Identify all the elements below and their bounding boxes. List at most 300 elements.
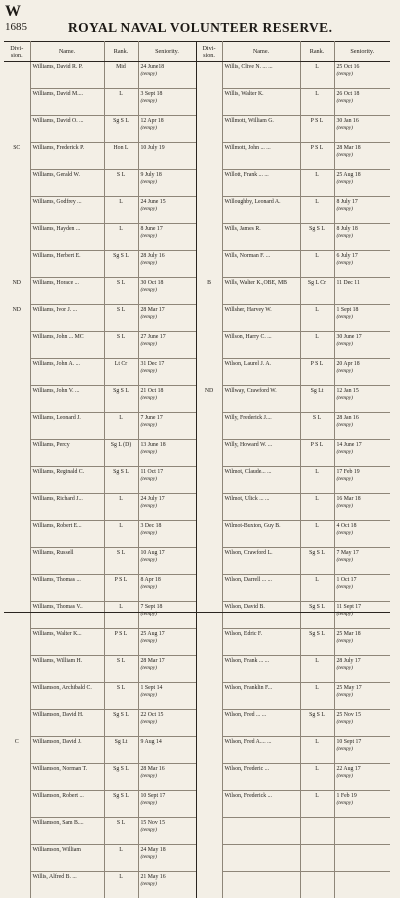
division-cell	[196, 629, 222, 656]
seniority-date: 1 Sept 18	[337, 307, 359, 313]
division-cell	[196, 62, 222, 89]
seniority-date: 21 May 16	[141, 874, 166, 880]
seniority-date: 25 Aug 18	[337, 172, 361, 178]
rank-cell: L	[300, 467, 334, 494]
seniority-cell	[138, 602, 196, 629]
seniority-cell	[138, 521, 196, 548]
seniority-cell	[334, 386, 390, 413]
division-cell	[196, 737, 222, 764]
rank-cell: L	[300, 683, 334, 710]
name-cell: Williamson, Sam B....	[30, 818, 104, 845]
name-cell: Wilmot, Claude... ...	[222, 467, 300, 494]
seniority-date: 25 Mar 18	[337, 631, 361, 637]
division-cell	[196, 818, 222, 845]
rank-cell: P S L	[300, 440, 334, 467]
division-cell	[196, 494, 222, 521]
tempy-note: (tempy)	[337, 530, 390, 537]
tempy-note: (tempy)	[337, 422, 390, 429]
tempy-note: (tempy)	[141, 881, 195, 888]
seniority-cell	[138, 656, 196, 683]
table-row	[4, 89, 390, 116]
seniority-header: Seniority.	[138, 42, 196, 62]
rank-cell: L	[104, 197, 138, 224]
seniority-cell	[138, 386, 196, 413]
division-cell: ND	[4, 305, 30, 332]
name-cell: Williams, Thomas V..	[30, 602, 104, 629]
division-cell	[196, 224, 222, 251]
seniority-date: 30 Jan 16	[337, 118, 359, 124]
name-cell: Willway, Crawford W.	[222, 386, 300, 413]
rank-cell: Sg S L	[300, 629, 334, 656]
name-cell: Williamson, Norman T.	[30, 764, 104, 791]
division-cell	[4, 62, 30, 89]
rank-cell: L	[104, 872, 138, 898]
table-row	[4, 548, 390, 575]
seniority-cell	[334, 143, 390, 170]
seniority-cell	[138, 440, 196, 467]
tempy-note: (tempy)	[337, 152, 390, 159]
seniority-date: 11 Oct 17	[141, 469, 164, 475]
seniority-date: 13 June 18	[141, 442, 166, 448]
table-row	[4, 305, 390, 332]
name-cell: Wilson, Crawford L.	[222, 548, 300, 575]
seniority-date: 12 Jan 15	[337, 388, 359, 394]
seniority-cell	[334, 521, 390, 548]
rank-cell: Sg Lt	[104, 737, 138, 764]
table-row	[4, 845, 390, 872]
tempy-note: (tempy)	[337, 368, 390, 375]
tempy-note: (tempy)	[141, 503, 195, 510]
table-row	[4, 467, 390, 494]
tempy-note: (tempy)	[141, 233, 195, 240]
seniority-date: 25 Aug 17	[141, 631, 165, 637]
division-cell	[196, 656, 222, 683]
tempy-note: (tempy)	[337, 746, 390, 753]
division-cell: ND	[4, 278, 30, 305]
tempy-note: (tempy)	[141, 800, 195, 807]
table-row	[4, 575, 390, 602]
seniority-date: 28 Mar 16	[141, 766, 165, 772]
rank-cell: S L	[104, 332, 138, 359]
division-cell	[4, 440, 30, 467]
seniority-cell	[138, 197, 196, 224]
division-cell	[196, 872, 222, 898]
division-cell	[196, 683, 222, 710]
division-cell	[196, 413, 222, 440]
seniority-date: 8 June 17	[141, 226, 163, 232]
tempy-note: (tempy)	[141, 287, 195, 294]
seniority-date: 25 May 17	[337, 685, 362, 691]
seniority-date: 22 Aug 17	[337, 766, 361, 772]
name-cell	[222, 872, 300, 898]
seniority-cell	[138, 710, 196, 737]
name-cell	[222, 845, 300, 872]
rank-cell: Sg S L	[104, 467, 138, 494]
tempy-note: (tempy)	[337, 665, 390, 672]
seniority-date: 28 Mar 18	[337, 145, 361, 151]
name-cell: Williams, Russell	[30, 548, 104, 575]
division-cell	[4, 197, 30, 224]
seniority-cell	[334, 683, 390, 710]
table-row	[4, 764, 390, 791]
seniority-cell	[138, 413, 196, 440]
rank-cell: Sg L (D)	[104, 440, 138, 467]
seniority-cell	[138, 575, 196, 602]
table-row	[4, 143, 390, 170]
seniority-date: 8 July 17	[337, 199, 358, 205]
seniority-date: 24 June 15	[141, 199, 166, 205]
seniority-cell	[334, 845, 390, 872]
seniority-date: 16 Mar 18	[337, 496, 361, 502]
name-cell: Willis, Walter K.	[222, 89, 300, 116]
rank-cell: L	[300, 494, 334, 521]
rank-cell: S L	[104, 170, 138, 197]
table-row	[4, 197, 390, 224]
division-cell	[196, 251, 222, 278]
division-cell	[196, 845, 222, 872]
page-title: ROYAL NAVAL VOLUNTEER RESERVE.	[68, 20, 332, 36]
name-cell: Williams, William H.	[30, 656, 104, 683]
table-row	[4, 62, 390, 89]
seniority-date: 3 Dec 18	[141, 523, 162, 529]
rank-cell: Sg S L	[300, 602, 334, 629]
division-header: Divi- sion.	[4, 42, 30, 62]
rank-cell	[300, 818, 334, 845]
name-cell: Wilson, Frederic ...	[222, 764, 300, 791]
division-cell	[196, 170, 222, 197]
tempy-note: (tempy)	[337, 395, 390, 402]
seniority-cell	[334, 332, 390, 359]
rank-cell: L	[104, 413, 138, 440]
seniority-date: 28 Mar 17	[141, 307, 165, 313]
division-cell	[196, 89, 222, 116]
name-cell: Williams, Leonard J.	[30, 413, 104, 440]
division-cell	[196, 710, 222, 737]
name-cell	[222, 818, 300, 845]
rank-cell: Sg S L	[104, 116, 138, 143]
division-cell	[196, 143, 222, 170]
table-row	[4, 872, 390, 898]
name-cell: Williams, John ... MC	[30, 332, 104, 359]
rank-cell: L	[104, 845, 138, 872]
division-cell	[4, 548, 30, 575]
seniority-cell	[138, 764, 196, 791]
division-cell	[196, 602, 222, 629]
name-cell: Wilmot, Ulick ... ...	[222, 494, 300, 521]
tempy-note: (tempy)	[141, 827, 195, 834]
rank-cell: S L	[104, 683, 138, 710]
division-cell	[4, 116, 30, 143]
table-row	[4, 170, 390, 197]
name-cell: Williamson, Archibald C.	[30, 683, 104, 710]
table-row	[4, 791, 390, 818]
table-row	[4, 494, 390, 521]
seniority-date: 28 Jan 16	[337, 415, 359, 421]
section-initial: W	[5, 3, 21, 21]
table-row	[4, 251, 390, 278]
name-cell: Wills, Norman F. ...	[222, 251, 300, 278]
division-cell	[4, 521, 30, 548]
seniority-cell	[138, 359, 196, 386]
table-row	[4, 116, 390, 143]
seniority-date: 7 May 17	[337, 550, 359, 556]
tempy-note: (tempy)	[141, 611, 195, 618]
rank-cell: P S L	[300, 143, 334, 170]
seniority-cell	[138, 683, 196, 710]
name-cell: Williamson, David J.	[30, 737, 104, 764]
seniority-date: 9 Aug 14	[141, 739, 162, 745]
tempy-note: (tempy)	[337, 314, 390, 321]
name-cell: Williams, Richard J...	[30, 494, 104, 521]
name-cell: Willott, Frank ... ...	[222, 170, 300, 197]
division-cell: SC	[4, 143, 30, 170]
division-cell	[4, 89, 30, 116]
division-cell	[196, 521, 222, 548]
name-cell: Williamson, David H.	[30, 710, 104, 737]
seniority-cell	[334, 197, 390, 224]
rank-cell: L	[300, 62, 334, 89]
name-cell: Wilson, Franklin F...	[222, 683, 300, 710]
division-cell	[4, 494, 30, 521]
rank-cell: L	[300, 656, 334, 683]
name-cell: Williams, Percy	[30, 440, 104, 467]
seniority-date: 6 July 17	[337, 253, 358, 259]
rank-cell: L	[104, 89, 138, 116]
table-row	[4, 440, 390, 467]
rank-header: Rank.	[104, 42, 138, 62]
division-cell	[196, 764, 222, 791]
tempy-note: (tempy)	[141, 557, 195, 564]
tempy-note: (tempy)	[337, 179, 390, 186]
rank-cell: S L	[104, 818, 138, 845]
rank-header: Rank.	[300, 42, 334, 62]
rank-cell: L	[300, 791, 334, 818]
seniority-date: 8 July 18	[337, 226, 358, 232]
tempy-note: (tempy)	[141, 395, 195, 402]
seniority-cell	[334, 872, 390, 898]
table-row	[4, 710, 390, 737]
name-cell: Wills, James R.	[222, 224, 300, 251]
name-cell: Wills, Walter K.,OBE, MB	[222, 278, 300, 305]
tempy-note: (tempy)	[141, 692, 195, 699]
name-cell: Willmott, William G.	[222, 116, 300, 143]
division-cell	[196, 440, 222, 467]
table-header-row	[4, 42, 390, 62]
seniority-cell	[334, 305, 390, 332]
division-cell	[4, 386, 30, 413]
seniority-cell	[138, 224, 196, 251]
division-cell: C	[4, 737, 30, 764]
seniority-date: 28 July 16	[141, 253, 165, 259]
table-row	[4, 359, 390, 386]
rank-cell: Sg S L	[104, 791, 138, 818]
rank-cell: L	[300, 737, 334, 764]
seniority-cell	[334, 170, 390, 197]
seniority-cell	[138, 89, 196, 116]
seniority-cell	[138, 305, 196, 332]
rank-cell: L	[104, 224, 138, 251]
rank-cell: L	[300, 575, 334, 602]
seniority-cell	[334, 656, 390, 683]
tempy-note: (tempy)	[141, 341, 195, 348]
division-cell	[4, 170, 30, 197]
name-cell: Williams, Robert E...	[30, 521, 104, 548]
division-cell	[196, 116, 222, 143]
rank-cell: Sg L Cr	[300, 278, 334, 305]
table-row	[4, 332, 390, 359]
seniority-cell	[138, 548, 196, 575]
seniority-date: 1 Sept 14	[141, 685, 163, 691]
name-cell: Wilson, Frederick ...	[222, 791, 300, 818]
division-cell	[196, 791, 222, 818]
name-cell: Wilson, David B.	[222, 602, 300, 629]
seniority-cell	[334, 575, 390, 602]
seniority-cell	[138, 467, 196, 494]
division-cell	[4, 467, 30, 494]
seniority-date: 10 Sept 17	[337, 739, 362, 745]
name-cell: Williams, Frederick P.	[30, 143, 104, 170]
seniority-date: 25 Nov 15	[337, 712, 361, 718]
seniority-cell	[334, 737, 390, 764]
rank-cell: L	[300, 521, 334, 548]
tempy-note: (tempy)	[337, 584, 390, 591]
seniority-date: 17 Feb 19	[337, 469, 360, 475]
tempy-note: (tempy)	[337, 449, 390, 456]
seniority-cell	[138, 332, 196, 359]
name-cell: Williams, Hayden ...	[30, 224, 104, 251]
seniority-date: 7 Sept 18	[141, 604, 163, 610]
division-cell	[4, 818, 30, 845]
division-cell	[4, 872, 30, 898]
division-cell	[196, 575, 222, 602]
seniority-cell	[334, 413, 390, 440]
name-cell: Williams, David M....	[30, 89, 104, 116]
seniority-header: Seniority.	[334, 42, 390, 62]
seniority-cell	[334, 251, 390, 278]
tempy-note: (tempy)	[141, 449, 195, 456]
seniority-date: 30 Oct 18	[141, 280, 164, 286]
seniority-cell	[334, 278, 390, 305]
seniority-cell	[138, 791, 196, 818]
rank-cell: L	[104, 521, 138, 548]
seniority-date: 14 June 17	[337, 442, 362, 448]
tempy-note: (tempy)	[141, 98, 195, 105]
tempy-note: (tempy)	[141, 368, 195, 375]
seniority-cell	[138, 845, 196, 872]
tempy-note: (tempy)	[141, 638, 195, 645]
rank-cell: S L	[104, 278, 138, 305]
rank-cell: L	[300, 197, 334, 224]
seniority-cell	[138, 278, 196, 305]
tempy-note: (tempy)	[141, 179, 195, 186]
name-cell: Wilson, Fred A.... ...	[222, 737, 300, 764]
tempy-note: (tempy)	[337, 71, 390, 78]
table-row	[4, 683, 390, 710]
seniority-cell	[138, 251, 196, 278]
rank-cell: L	[300, 764, 334, 791]
rank-cell: P S L	[104, 575, 138, 602]
table-row	[4, 413, 390, 440]
seniority-cell	[334, 764, 390, 791]
rank-cell	[300, 872, 334, 898]
rank-cell: S L	[104, 656, 138, 683]
name-cell: Wilson, Laurel J. A.	[222, 359, 300, 386]
seniority-cell	[138, 143, 196, 170]
table-row	[4, 278, 390, 305]
name-cell: Williams, David O. ...	[30, 116, 104, 143]
rank-cell: L	[300, 251, 334, 278]
tempy-note: (tempy)	[337, 233, 390, 240]
seniority-cell	[334, 818, 390, 845]
tempy-note: (tempy)	[337, 611, 390, 618]
division-cell	[196, 305, 222, 332]
tempy-note: (tempy)	[337, 98, 390, 105]
table-row	[4, 818, 390, 845]
division-cell	[4, 629, 30, 656]
division-cell	[196, 332, 222, 359]
table-row	[4, 602, 390, 629]
seniority-cell	[334, 602, 390, 629]
rank-cell: P S L	[300, 359, 334, 386]
table-row	[4, 386, 390, 413]
rank-cell	[300, 845, 334, 872]
tempy-note: (tempy)	[141, 530, 195, 537]
seniority-date: 9 July 18	[141, 172, 162, 178]
division-cell	[196, 359, 222, 386]
tempy-note: (tempy)	[337, 692, 390, 699]
seniority-cell	[334, 89, 390, 116]
seniority-date: 24 May 18	[141, 847, 166, 853]
table-row	[4, 224, 390, 251]
tempy-note: (tempy)	[337, 773, 390, 780]
rank-cell: L	[300, 170, 334, 197]
division-cell	[4, 845, 30, 872]
division-cell	[4, 575, 30, 602]
name-cell: Willis, Alfred B. ...	[30, 872, 104, 898]
seniority-date: 4 Oct 18	[337, 523, 357, 529]
rank-cell: L	[300, 332, 334, 359]
seniority-date: 31 Dec 17	[141, 361, 165, 367]
name-header: Name.	[222, 42, 300, 62]
division-cell	[196, 197, 222, 224]
division-cell	[4, 764, 30, 791]
name-cell: Williams, Gerald W.	[30, 170, 104, 197]
tempy-note: (tempy)	[337, 800, 390, 807]
seniority-date: 26 Oct 18	[337, 91, 360, 97]
table-row	[4, 521, 390, 548]
seniority-date: 25 Oct 16	[337, 64, 360, 70]
name-cell: Williamson, Robert ...	[30, 791, 104, 818]
tempy-note: (tempy)	[141, 584, 195, 591]
name-cell: Willy, Howard W. ...	[222, 440, 300, 467]
tempy-note: (tempy)	[141, 773, 195, 780]
seniority-date: 20 Apr 18	[337, 361, 360, 367]
seniority-date: 24 June18	[141, 64, 165, 70]
seniority-cell	[138, 629, 196, 656]
name-cell: Willoughby, Leonard A.	[222, 197, 300, 224]
name-cell: Wilson, Edric F.	[222, 629, 300, 656]
seniority-date: 24 July 17	[141, 496, 165, 502]
division-cell	[4, 656, 30, 683]
name-cell: Wilson, Darrell ... ...	[222, 575, 300, 602]
seniority-date: 12 Apr 18	[141, 118, 164, 124]
tempy-note: (tempy)	[141, 854, 195, 861]
division-cell: B	[196, 278, 222, 305]
rank-cell: Sg S L	[104, 386, 138, 413]
division-header: Divi- sion.	[196, 42, 222, 62]
name-cell: Willson, Harry C. ...	[222, 332, 300, 359]
table-row	[4, 629, 390, 656]
